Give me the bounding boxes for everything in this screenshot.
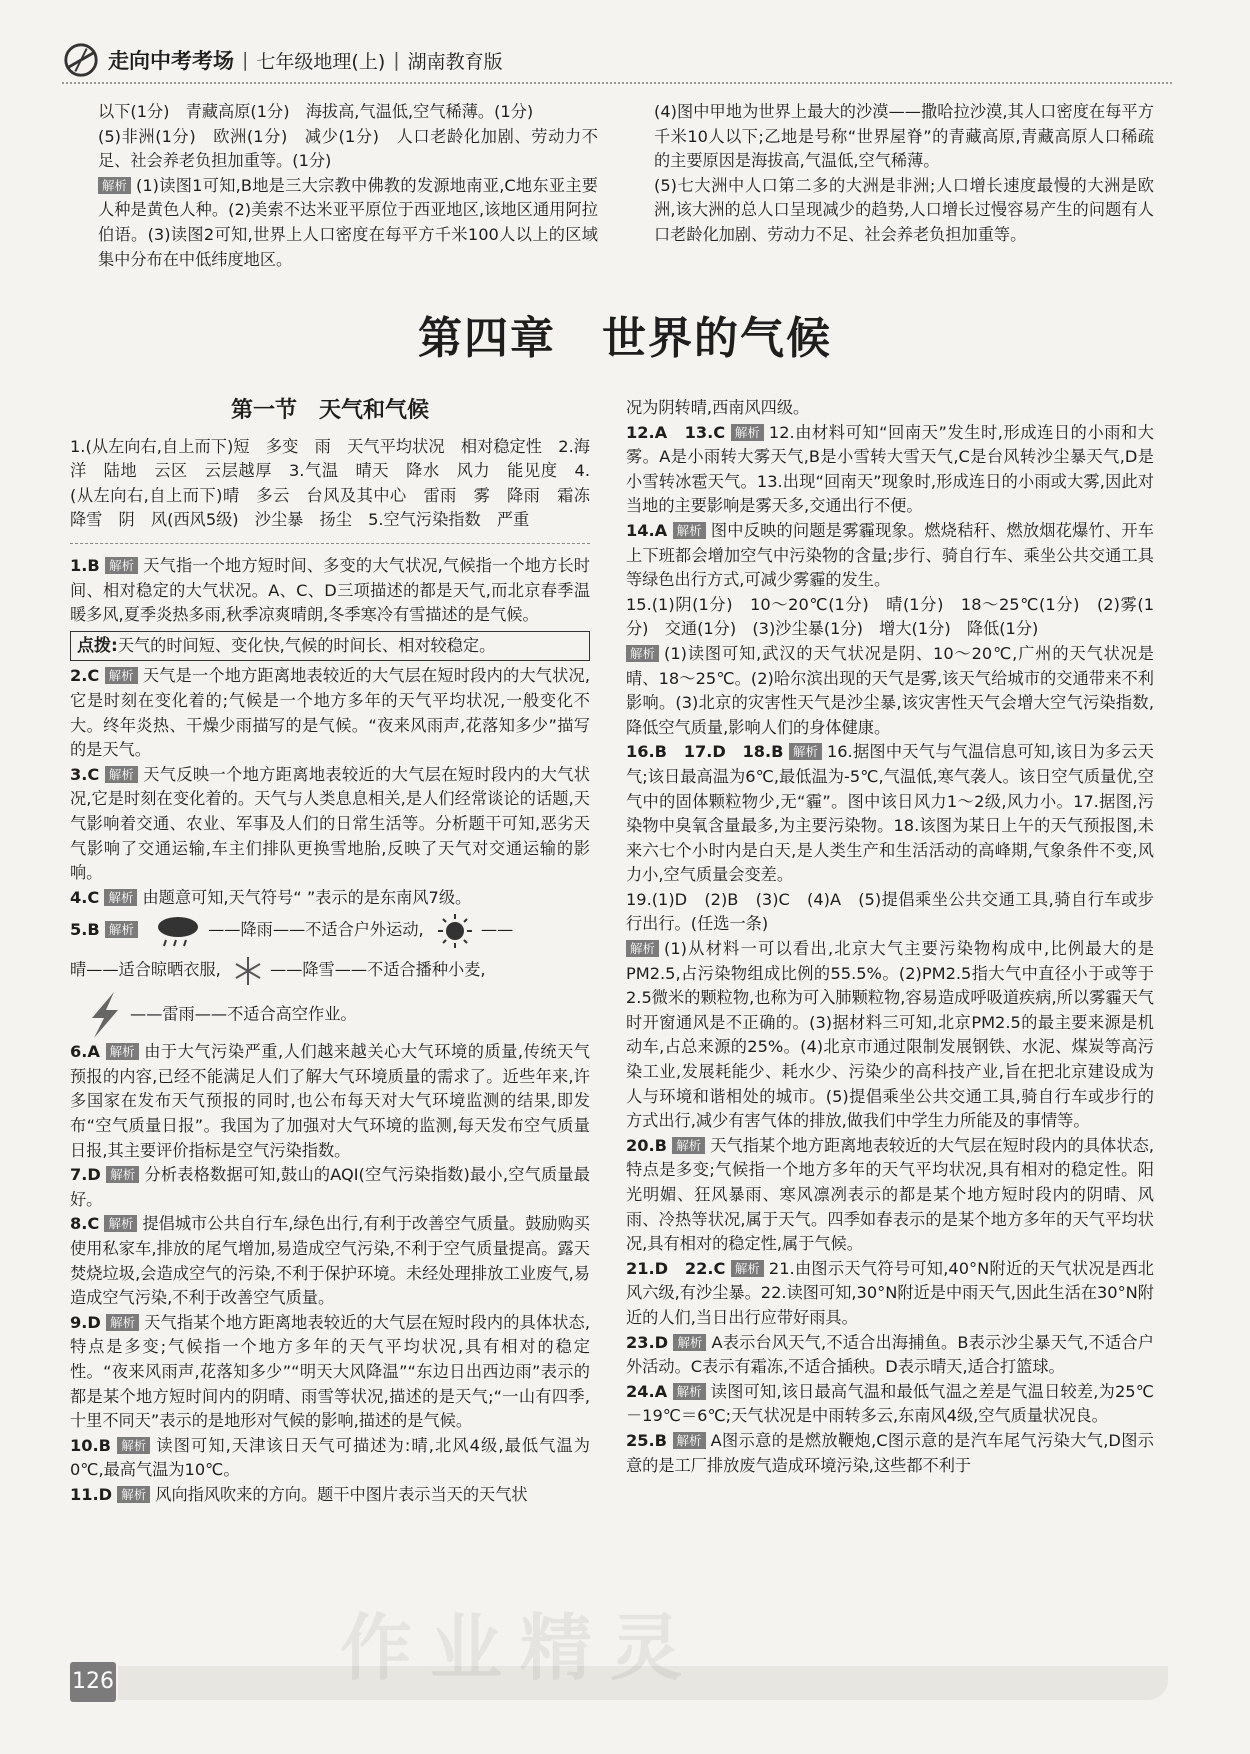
answer-number: 23.D <box>626 1332 669 1352</box>
analysis-tag: 解析 <box>104 889 137 906</box>
answer-text: (1)从材料一可以看出,北京大气主要污染物构成中,比例最大的是PM2.5,占污染物组成比例的55.5%。(2)PM2.5指大气中直径小于或等于2.5微米的颗粒物,也称为可入肺颗粒物,容易造成呼吸道疾病,所以雾霾天气时开窗通风是不正确的。(3)据材料三可知,北京PM2.5的最主要来源是机动车,占总来源的25%。(4)北京市通过限制发展钢铁、水泥、煤炭等高污染工业,发展耗能少、耗水少、污染少的高科技产业,旨在把北京建设成为人与环境和谐相处的城市。(5)提倡乘坐公共交通工具,骑自行车或步行的方式出行,减少有害气体的排放,做我们中学生力所能及的事情等。 <box>626 939 1154 1131</box>
answer-text: 由题意可知,天气符号“ ”表示的是东南风7级。 <box>142 887 472 907</box>
snow-icon <box>232 955 264 987</box>
top-right-line-2: (5)七大洲中人口第二多的大洲是非洲;人口增长速度最慢的大洲是欧洲,该大洲的总人口呈现减少的趋势,人口增长过慢容易产生的问题有人口老龄化加剧、劳动力不足、社会养老负担加重等。 <box>654 175 1154 244</box>
analysis-text: (1)读图1可知,B地是三大宗教中佛教的发源地南亚,C地东亚主要人种是黄色人种。(2)美索不达米亚平原位于西亚地区,该地区通用阿拉伯语。(3)读图2可知,世界上人口密度在每平方千米100人以上的区域集中分布在中低纬度地区。 <box>98 175 598 269</box>
item5-text-e: ——雷雨——不适合高空作业。 <box>130 1004 357 1024</box>
tip-label: 点拨: <box>77 635 118 656</box>
analysis-tag: 解析 <box>106 1043 139 1060</box>
answer-item <box>70 1311 590 1434</box>
answer-19: 19.(1)D (2)B (3)C (4)A (5)提倡乘坐公共交通工具,骑自行车或步行出行。(任选一条) <box>626 889 1154 934</box>
answer-item <box>70 1212 590 1310</box>
answer-19-analysis <box>626 937 1154 1134</box>
thunderstorm-icon <box>84 990 124 1040</box>
answer-number: 7.D <box>70 1165 101 1185</box>
analysis-tag: 解析 <box>98 177 131 194</box>
item5-text-c: 晴——适合晾晒衣服, <box>70 960 221 980</box>
analysis-tag: 解析 <box>626 940 659 957</box>
analysis-tag: 解析 <box>106 1166 139 1183</box>
answer-number: 8.C <box>70 1214 100 1234</box>
analysis-tag: 解析 <box>672 1137 705 1154</box>
answer-item <box>626 1331 1154 1380</box>
analysis-tag: 解析 <box>117 1437 150 1454</box>
answer-text: 天气是一个地方距离地表较近的大气层在短时段内的大气状况,它是时刻在变化着的;气候是一个地方多年的天气平均状况,一般变化不大。终年炎热、干燥少雨描写的是气候。“夜来风雨声,花落知多少”描写的是天气。 <box>70 666 590 760</box>
answer-text: 读图可知,该日最高气温和最低气温之差是气温日较差,为25℃－19℃＝6℃;天气状况是中雨转多云,东南风4级,空气质量状况良。 <box>626 1381 1154 1426</box>
analysis-tag: 解析 <box>673 1432 706 1449</box>
page-header <box>62 40 503 80</box>
header-separator: | <box>242 49 249 71</box>
answer-number: 21.D 22.C <box>626 1258 726 1278</box>
answer-text: (1)读图可知,武汉的天气状况是阴、10～20℃,广州的天气状况是晴、18～25℃。(2)哈尔滨出现的天气是雾,该天气给城市的交通带来不利影响。(3)北京的灾害性天气是沙尘暴,该灾害性天气会增大空气污染指数,降低空气质量,影响人们的身体健康。 <box>626 643 1154 737</box>
answer-text: 风向指风吹来的方向。题干中图片表示当天的天气状 <box>155 1484 528 1504</box>
answer-number: 10.B <box>70 1435 112 1455</box>
chapter-title: 第四章 世界的气候 <box>418 313 832 364</box>
analysis-tag: 解析 <box>673 1334 706 1351</box>
answer-number: 9.D <box>70 1312 101 1332</box>
analysis-tag: 解析 <box>626 645 659 662</box>
top-left-line-1: 以下(1分) 青藏高原(1分) 海拔高,气温低,空气稀薄。(1分) <box>98 102 534 121</box>
answer-text: 图中反映的问题是雾霾现象。燃烧秸秆、燃放烟花爆竹、开车上下班都会增加空气中污染物的含量;步行、骑自行车、乘坐公共交通工具等绿色出行方式,可减少雾霾的发生。 <box>626 520 1154 590</box>
dashed-divider <box>70 543 590 544</box>
answer-15-analysis <box>626 642 1154 740</box>
analysis-tag: 解析 <box>673 1383 706 1400</box>
answer-item <box>70 1040 590 1163</box>
header-brand: 走向中考考场 <box>108 49 234 73</box>
analysis-tag: 解析 <box>731 1260 764 1277</box>
answer-item <box>70 664 590 762</box>
answer-item <box>626 1380 1154 1429</box>
answer-text: 由于大气污染严重,人们越来越关心大气环境的质量,传统天气预报的内容,已经不能满足人们了解大气环境质量的需求了。近些年来,许多国家在发布天气预报的同时,也公布每天对大气环境监测的结果,即发布“空气质量日报”。我国为了加强对大气环境的监测,每天发布空气质量日报,其主要评价指标是空气污染指数。 <box>70 1042 590 1160</box>
answer-text: 分析表格数据可知,鼓山的AQI(空气污染指数)最小,空气质量最好。 <box>70 1165 590 1209</box>
analysis-tag: 解析 <box>105 667 138 684</box>
answer-number: 14.A <box>626 520 668 540</box>
answer-number: 12.A 13.C <box>626 422 726 442</box>
answer-text: A图示意的是燃放鞭炮,C图示意的是汽车尾气污染大气,D图示意的是工厂排放废气造成环境污染,这些都不利于 <box>626 1430 1154 1475</box>
answer-item <box>70 886 590 911</box>
top-right-line-1: (4)图中甲地为世界上最大的沙漠——撒哈拉沙漠,其人口密度在每平方千米10人以下;乙地是号称“世界屋脊”的青藏高原,青藏高原人口稀疏的主要原因是海拔高,气温低,空气稀薄。 <box>654 102 1154 171</box>
answer-number: 2.C <box>70 666 100 686</box>
rain-cloud-icon <box>154 914 202 948</box>
answer-text: 天气指某个地方距离地表较近的大气层在短时段内的具体状态,特点是多变;气候指一个地方多年的天气平均状况,具有相对的稳定性。“夜来风雨声,花落知多少”“明天大风降温”“东边日出西边雨”表示的都是某个地方短时间内的阴晴、雨雪等状况,描述的是天气;“一山有四季,十里不同天”表示的是地形对气候的影响,描述的是气候。 <box>70 1312 590 1431</box>
answer-item <box>70 1434 590 1483</box>
sun-icon <box>435 913 475 949</box>
answer-item <box>70 1163 590 1212</box>
analysis-tag: 解析 <box>104 1215 137 1232</box>
answer-item <box>626 519 1154 593</box>
answer-item <box>626 740 1154 888</box>
answer-text: 天气指某个地方距离地表较近的大气层在短时段内的具体状态,特点是多变;气候指一个地方多年的天气平均状况,具有相对的稳定性。阳光明媚、狂风暴雨、寒风凛冽表示的都是某个地方短时段内的阴晴、风雨、冷热等状况,属于天气。四季如春表示的是某个地方多年的天气平均状况,具有相对的稳定性,属于气候。 <box>626 1135 1154 1254</box>
analysis-tag: 解析 <box>105 557 138 574</box>
answer-number: 1.B <box>70 555 100 575</box>
answer-text: A表示台风天气,不适合出海捕鱼。B表示沙尘暴天气,不适合户外活动。C表示有霜冻,不适合插秧。D表示晴天,适合打篮球。 <box>626 1332 1154 1377</box>
section-title: 第一节 天气和气候 <box>230 397 429 423</box>
answer-item <box>626 1429 1154 1478</box>
answer-item <box>626 1134 1154 1257</box>
tip-text: 天气的时间短、变化快,气候的时间长、相对较稳定。 <box>117 635 496 655</box>
right-column <box>626 396 1154 1478</box>
header-rule <box>62 82 1172 84</box>
answer-number: 24.A <box>626 1381 668 1401</box>
answer-text: 12.由材料可知“回南天”发生时,形成连日的小雨和大雾。A是小雨转大雾天气,B是小雪转大雪天气,C是台风转沙尘暴天气,D是小雪转冰雹天气。13.出现“回南天”现象时,形成连日的小雨或大雾,因此对当地的主要影响是雾天多,交通出行不便。 <box>626 422 1154 516</box>
analysis-tag: 解析 <box>117 1486 150 1503</box>
top-left-block <box>98 100 598 272</box>
answer-text: 提倡城市公共自行车,绿色出行,有利于改善空气质量。鼓励购买使用私家车,排放的尾气增加,易造成空气污染,不利于空气质量提高。露天焚烧垃圾,会造成空气的污染,不利于保护环境。未经处理排放工业废气,易造成空气污染,不利于改善空气质量。 <box>70 1214 590 1308</box>
answer-item-5 <box>70 910 590 1040</box>
top-left-analysis <box>98 174 598 272</box>
left-column <box>70 392 607 1508</box>
analysis-tag: 解析 <box>105 766 138 783</box>
answer-item <box>626 421 1154 519</box>
page-number: 126 <box>70 1662 116 1702</box>
tip-box <box>70 631 590 662</box>
answer-number: 20.B <box>626 1135 668 1155</box>
answer-text: 16.据图中天气与气温信息可知,该日为多云天气;该日最高温为6℃,最低温为-5℃,气温低,寒气袭人。该日空气质量优,空气中的固体颗粒物少,无“霾”。图中该日风力1～2级,风力小。17.据图,污染物中臭氧含量最多,为主要污染物。18.该图为某日上午的天气预报图,未来六七个小时内是白天,是人类生产和生活活动的高峰期,气象条件不变,风力小,空气质量会变差。 <box>626 742 1154 885</box>
header-separator-2: | <box>393 49 400 71</box>
answer-text: 21.由图示天气符号可知,40°N附近的天气状况是西北风六级,有沙尘暴。22.读图可知,30°N附近是中雨天气,因此生活在30°N附近的人们,当日出行应带好雨具。 <box>626 1258 1154 1327</box>
analysis-tag: 解析 <box>673 522 706 539</box>
answer-text: 读图可知,天津该日天气可描述为:晴,北风4级,最低气温为0℃,最高气温为10℃。 <box>70 1435 590 1480</box>
header-subject: 七年级地理(上) <box>256 50 386 73</box>
brand-logo-icon <box>62 41 100 79</box>
item5-text-a: ——降雨——不适合户外运动, <box>208 920 424 940</box>
item5-text-b: —— <box>480 920 514 940</box>
answer-number: 5.B <box>70 920 100 940</box>
analysis-tag: 解析 <box>789 743 822 760</box>
watermark: 作业精灵 <box>340 1606 701 1690</box>
right-lead: 况为阴转晴,西南风四级。 <box>626 398 810 417</box>
answer-number: 3.C <box>70 764 100 784</box>
item5-text-d: ——降雪——不适合播种小麦, <box>270 960 486 980</box>
answer-item <box>70 1483 590 1508</box>
header-edition: 湖南教育版 <box>407 50 503 73</box>
answer-number: 11.D <box>70 1484 113 1504</box>
answer-15: 15.(1)阴(1分) 10～20℃(1分) 晴(1分) 18～25℃(1分) (2)雾(1分) 交通(1分) (3)沙尘暴(1分) 增大(1分) 降低(1分) <box>626 594 1154 639</box>
top-right-block <box>654 100 1154 248</box>
answer-number: 16.B 17.D 18.B <box>626 742 784 762</box>
analysis-tag: 解析 <box>731 424 764 441</box>
answer-text: 天气指一个地方短时间、多变的大气状况,气候指一个地方长时间、相对稳定的大气状况。A、C、D三项描述的都是天气,而北京春季温暖多风,夏季炎热多雨,秋季凉爽晴朗,冬季寒冷有雪描述的是气候。 <box>70 555 590 625</box>
answer-number: 25.B <box>626 1430 668 1450</box>
answer-item <box>70 763 590 886</box>
answer-item <box>70 554 590 628</box>
answer-number: 4.C <box>70 887 100 907</box>
answer-text: 天气反映一个地方距离地表较近的大气层在短时段内的大气状况,它是时刻在变化着的。天气与人类息息相关,是人们经常谈论的话题,天气影响着交通、农业、军事及人们的日常生活等。分析题干可知,恶劣天气影响了交通运输,车主们排队更换雪地胎,反映了天气对交通运输的影响。 <box>70 764 590 883</box>
top-left-line-2: (5)非洲(1分) 欧洲(1分) 减少(1分) 人口老龄化加剧、劳动力不足、社会养老负担加重等。(1分) <box>98 126 598 171</box>
answer-number: 6.A <box>70 1042 100 1062</box>
answer-item <box>626 1257 1154 1331</box>
fill-answers: 1.(从左向右,自上而下)短 多变 雨 天气平均状况 相对稳定性 2.海洋 陆地 云区 云层越厚 3.气温 晴天 降水 风力 能见度 4.(从左向右,自上而下)晴 多云 台风及其中心 雷雨 雾 降雨 霜冻 降雪 阴 风(西风5级) 沙尘暴 扬尘 5.空气污染指数 严重 <box>70 436 607 530</box>
analysis-tag: 解析 <box>105 921 138 938</box>
analysis-tag: 解析 <box>106 1314 139 1331</box>
